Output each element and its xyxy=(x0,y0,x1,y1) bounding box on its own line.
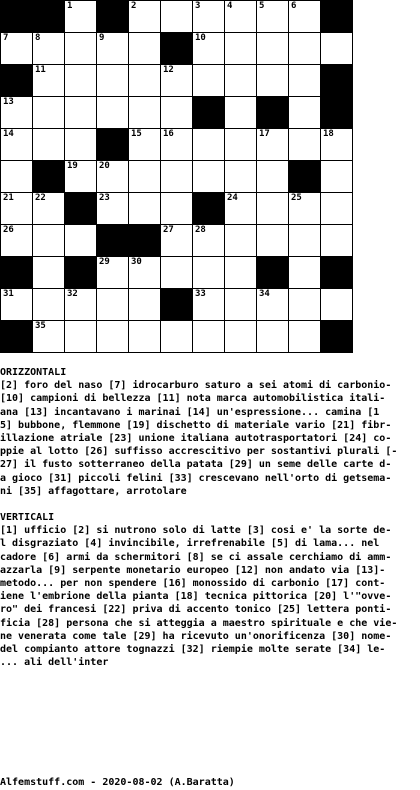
grid-cell[interactable] xyxy=(289,129,321,161)
grid-cell[interactable] xyxy=(225,257,257,289)
black-square xyxy=(97,1,129,33)
black-square xyxy=(289,161,321,193)
grid-cell[interactable] xyxy=(257,161,289,193)
grid-line xyxy=(0,352,353,353)
black-square xyxy=(321,97,353,129)
grid-line xyxy=(0,0,1,353)
grid-cell[interactable] xyxy=(97,321,129,353)
grid-cell[interactable] xyxy=(33,33,65,65)
clue-number: 2 xyxy=(131,1,137,11)
grid-cell[interactable] xyxy=(1,161,33,193)
down-heading: VERTICALI xyxy=(0,512,55,524)
grid-cell[interactable] xyxy=(129,97,161,129)
grid-cell[interactable] xyxy=(97,193,129,225)
grid-line xyxy=(0,32,353,33)
grid-cell[interactable] xyxy=(225,289,257,321)
grid-cell[interactable] xyxy=(225,129,257,161)
grid-cell[interactable] xyxy=(225,97,257,129)
grid-cell[interactable] xyxy=(97,97,129,129)
black-square xyxy=(193,193,225,225)
black-square xyxy=(161,289,193,321)
footer-credit: Alfemstuff.com - 2020-08-02 (A.Baratta) xyxy=(0,777,235,788)
grid-cell[interactable] xyxy=(129,193,161,225)
clue-number: 1 xyxy=(67,1,73,11)
clue-number: 33 xyxy=(195,289,206,299)
grid-cell[interactable] xyxy=(33,97,65,129)
grid-cell[interactable] xyxy=(129,161,161,193)
black-square xyxy=(257,257,289,289)
clue-number: 20 xyxy=(99,161,110,171)
grid-cell[interactable] xyxy=(1,97,33,129)
grid-cell[interactable] xyxy=(161,161,193,193)
clue-number: 7 xyxy=(3,33,9,43)
grid-cell[interactable] xyxy=(129,321,161,353)
black-square xyxy=(33,161,65,193)
black-square xyxy=(257,97,289,129)
black-square xyxy=(1,1,33,33)
down-clues: [1] ufficio [2] si nutrono solo di latte [3] cosi e' la sorte de- l disgraziato [4] invincibile, irrefrenabile [5] di lama... nel cadore [6] armi da schermitori [8] se ci assale cerchiamo di amm- azzarla [9] serpente monetario europeo [12] non andato via [13]- metodo... per non spendere [16] monossido di carbonio [17] cont- iene l'embrione della pianta [18] tecnica pittorica [20] l'"ovve- ro" dei francesi [22] priva di accento tonico [25] lettera ponti- ficia [28] persona che si atteggia a maestro spirituale e che vie- ne venerata come tale [29] ha ricevuto un'onorificenza [30] nome- del compianto attore tognazzi [32] riempie molte serate [34] le- ... ali dell'inter xyxy=(0,525,398,669)
clue-number: 34 xyxy=(259,289,270,299)
grid-cell[interactable] xyxy=(225,193,257,225)
grid-cell[interactable] xyxy=(193,321,225,353)
grid-line xyxy=(0,288,353,289)
grid-cell[interactable] xyxy=(65,225,97,257)
grid-cell[interactable] xyxy=(65,1,97,33)
grid-cell[interactable] xyxy=(33,289,65,321)
grid-cell[interactable] xyxy=(1,129,33,161)
grid-cell[interactable] xyxy=(225,65,257,97)
crossword-grid xyxy=(0,0,353,353)
grid-cell[interactable] xyxy=(129,129,161,161)
clue-number: 11 xyxy=(35,65,46,75)
grid-cell[interactable] xyxy=(321,289,353,321)
grid-cell[interactable] xyxy=(257,33,289,65)
grid-line xyxy=(0,96,353,97)
grid-cell[interactable] xyxy=(161,257,193,289)
clue-number: 18 xyxy=(323,129,334,139)
grid-cell[interactable] xyxy=(33,225,65,257)
clue-number: 6 xyxy=(291,1,297,11)
clue-number: 4 xyxy=(227,1,233,11)
grid-cell[interactable] xyxy=(193,225,225,257)
clue-number: 26 xyxy=(3,225,14,235)
grid-cell[interactable] xyxy=(161,129,193,161)
clue-number: 25 xyxy=(291,193,302,203)
black-square xyxy=(321,257,353,289)
grid-cell[interactable] xyxy=(65,289,97,321)
grid-cell[interactable] xyxy=(65,161,97,193)
grid-cell[interactable] xyxy=(129,1,161,33)
clue-number: 30 xyxy=(131,257,142,267)
grid-cell[interactable] xyxy=(289,225,321,257)
grid-cell[interactable] xyxy=(129,257,161,289)
grid-cell[interactable] xyxy=(33,65,65,97)
grid-line xyxy=(160,0,161,353)
grid-cell[interactable] xyxy=(161,321,193,353)
clues-panel xyxy=(0,366,414,669)
grid-cell[interactable] xyxy=(33,129,65,161)
clue-number: 8 xyxy=(35,33,41,43)
grid-cell[interactable] xyxy=(257,65,289,97)
grid-cell[interactable] xyxy=(225,33,257,65)
black-square xyxy=(321,321,353,353)
grid-cell[interactable] xyxy=(225,225,257,257)
grid-line xyxy=(0,224,353,225)
clue-number: 24 xyxy=(227,193,238,203)
black-square xyxy=(65,257,97,289)
clue-number: 32 xyxy=(67,289,78,299)
clue-number: 3 xyxy=(195,1,201,11)
grid-cell[interactable] xyxy=(1,193,33,225)
grid-cell[interactable] xyxy=(321,193,353,225)
black-square xyxy=(321,65,353,97)
clue-number: 5 xyxy=(259,1,265,11)
grid-cell[interactable] xyxy=(65,97,97,129)
grid-cell[interactable] xyxy=(257,1,289,33)
grid-cell[interactable] xyxy=(161,225,193,257)
grid-cell[interactable] xyxy=(129,65,161,97)
grid-cell[interactable] xyxy=(257,129,289,161)
grid-line xyxy=(192,0,193,353)
clue-number: 19 xyxy=(67,161,78,171)
grid-cell[interactable] xyxy=(65,65,97,97)
grid-cell[interactable] xyxy=(289,1,321,33)
clue-number: 35 xyxy=(35,321,46,331)
across-heading: ORIZZONTALI xyxy=(0,367,67,378)
grid-cell[interactable] xyxy=(1,225,33,257)
clue-number: 22 xyxy=(35,193,46,203)
grid-cell[interactable] xyxy=(161,65,193,97)
black-square xyxy=(321,1,353,33)
grid-line xyxy=(0,160,353,161)
clue-number: 31 xyxy=(3,289,14,299)
grid-cell[interactable] xyxy=(321,33,353,65)
grid-cell[interactable] xyxy=(65,33,97,65)
grid-cell[interactable] xyxy=(193,161,225,193)
clue-number: 23 xyxy=(99,193,110,203)
grid-cell[interactable] xyxy=(289,257,321,289)
grid-cell[interactable] xyxy=(33,257,65,289)
black-square xyxy=(33,1,65,33)
black-square xyxy=(1,321,33,353)
clue-number: 13 xyxy=(3,97,14,107)
black-square xyxy=(129,225,161,257)
grid-cell[interactable] xyxy=(97,257,129,289)
grid-line xyxy=(0,64,353,65)
grid-cell[interactable] xyxy=(257,289,289,321)
clue-number: 21 xyxy=(3,193,14,203)
grid-cell[interactable] xyxy=(65,321,97,353)
grid-line xyxy=(224,0,225,353)
grid-cell[interactable] xyxy=(289,65,321,97)
grid-cell[interactable] xyxy=(129,289,161,321)
grid-cell[interactable] xyxy=(321,161,353,193)
clue-number: 9 xyxy=(99,33,105,43)
grid-cell[interactable] xyxy=(97,161,129,193)
grid-cell[interactable] xyxy=(257,321,289,353)
black-square xyxy=(97,225,129,257)
grid-cell[interactable] xyxy=(289,97,321,129)
grid-cell[interactable] xyxy=(193,289,225,321)
grid-line xyxy=(352,0,353,353)
grid-cell[interactable] xyxy=(97,65,129,97)
grid-cell[interactable] xyxy=(33,321,65,353)
grid-cell[interactable] xyxy=(161,97,193,129)
grid-line xyxy=(288,0,289,353)
grid-cell[interactable] xyxy=(225,161,257,193)
black-square xyxy=(161,33,193,65)
grid-line xyxy=(256,0,257,353)
clue-number: 16 xyxy=(163,129,174,139)
clue-number: 15 xyxy=(131,129,142,139)
grid-cell[interactable] xyxy=(65,129,97,161)
grid-cell[interactable] xyxy=(289,193,321,225)
grid-cell[interactable] xyxy=(129,33,161,65)
clue-number: 12 xyxy=(163,65,174,75)
across-clues: [2] foro del naso [7] idrocarburo saturo a sei atomi di carbonio- [10] campioni di bellezza [11] nota marca automobilistica itali- ana [13] incantavano i marinai [14] un'espressione... camina [1 5] bubbone, flemmone [19] dischetto di materiale vario [21] fibr- illazione atriale [23] unione italiana autotrasportatori [24] co- ppie al lotto [26] suffisso accrescitivo per sostantivi plurali [- 27] il fusto sotterraneo della patata [29] un seme delle carte d- a gioco [31] piccoli felini [33] crescevano nell'orto di getsema- ni [35] affagottare, arrotolare xyxy=(0,380,398,497)
black-square xyxy=(1,257,33,289)
grid-cell[interactable] xyxy=(193,129,225,161)
grid-cell[interactable] xyxy=(321,225,353,257)
grid-line xyxy=(320,0,321,353)
clue-number: 14 xyxy=(3,129,14,139)
grid-line xyxy=(64,0,65,353)
grid-line xyxy=(0,128,353,129)
grid-cell[interactable] xyxy=(33,193,65,225)
grid-cell[interactable] xyxy=(161,1,193,33)
grid-cell[interactable] xyxy=(289,289,321,321)
grid-line xyxy=(0,0,353,1)
grid-cell[interactable] xyxy=(289,321,321,353)
grid-line xyxy=(32,0,33,353)
grid-cell[interactable] xyxy=(193,33,225,65)
grid-cell[interactable] xyxy=(1,289,33,321)
black-square xyxy=(1,65,33,97)
grid-cell[interactable] xyxy=(321,129,353,161)
clue-number: 17 xyxy=(259,129,270,139)
grid-cell[interactable] xyxy=(97,33,129,65)
grid-cell[interactable] xyxy=(257,193,289,225)
grid-cell[interactable] xyxy=(1,33,33,65)
grid-line xyxy=(128,0,129,353)
grid-line xyxy=(96,0,97,353)
black-square xyxy=(97,129,129,161)
grid-cell[interactable] xyxy=(225,1,257,33)
grid-line xyxy=(0,256,353,257)
grid-cell[interactable] xyxy=(257,225,289,257)
grid-cell[interactable] xyxy=(97,289,129,321)
black-square xyxy=(193,97,225,129)
grid-line xyxy=(0,192,353,193)
grid-cell[interactable] xyxy=(289,33,321,65)
grid-cell[interactable] xyxy=(225,321,257,353)
grid-cell[interactable] xyxy=(193,1,225,33)
clue-number: 27 xyxy=(163,225,174,235)
clue-number: 29 xyxy=(99,257,110,267)
grid-line xyxy=(0,320,353,321)
grid-cell[interactable] xyxy=(161,193,193,225)
clue-number: 10 xyxy=(195,33,206,43)
black-square xyxy=(65,193,97,225)
grid-cell[interactable] xyxy=(193,257,225,289)
grid-cell[interactable] xyxy=(193,65,225,97)
clue-number: 28 xyxy=(195,225,206,235)
